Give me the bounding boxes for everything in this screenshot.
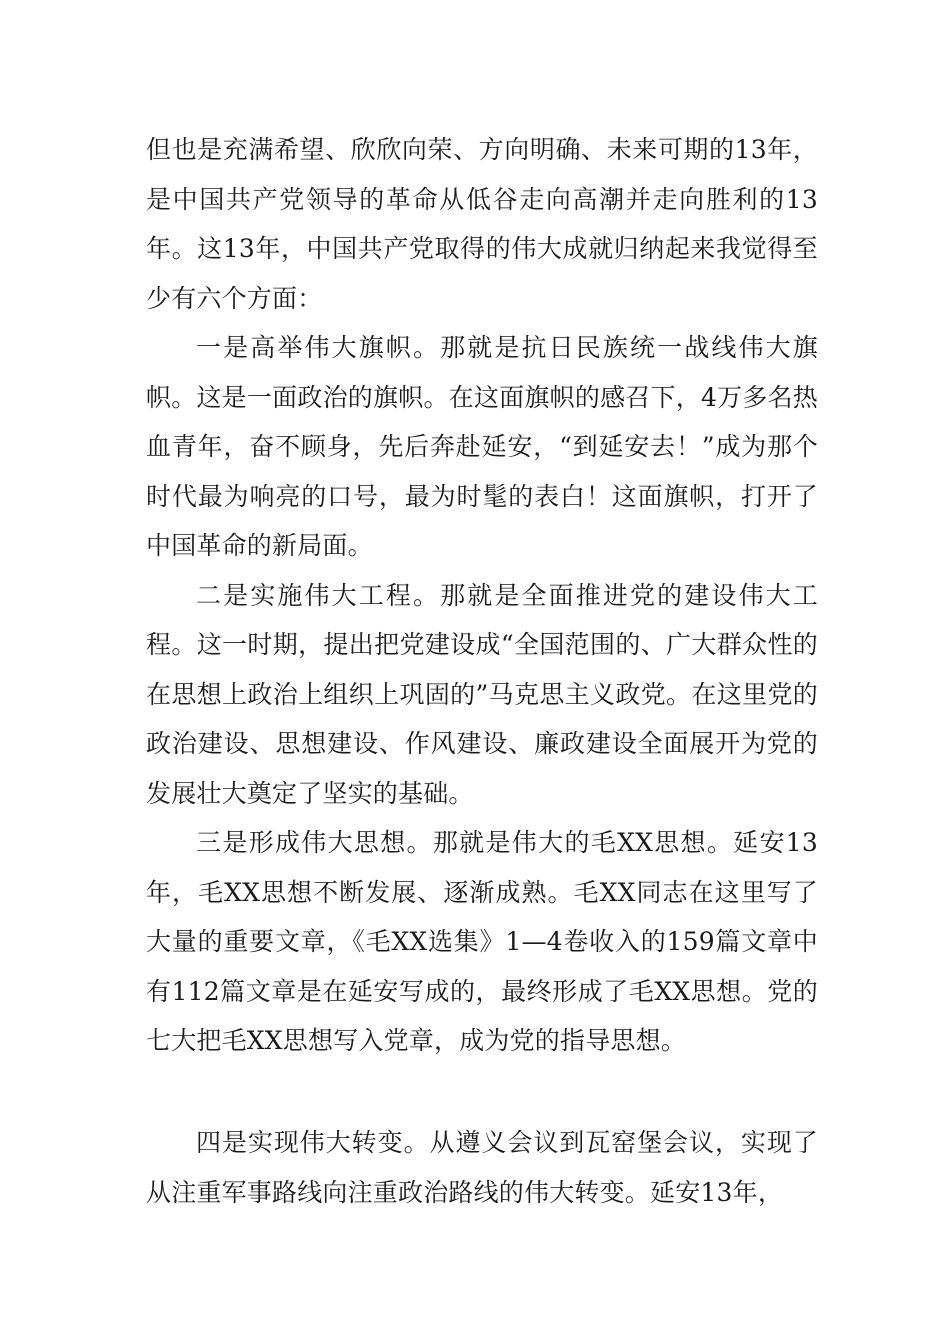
paragraph-point-three: 三是形成伟大思想。那就是伟大的毛XX思想。延安13年，毛XX思想不断发展、逐渐成熟。毛XX同志在这里写了大量的重要文章，《毛XX选集》1—4卷收入的159篇文章中有112篇文章是在延安写成的，最终形成了毛XX思想。党的七大把毛XX思想写入党章，成为党的指导思想。 — [146, 828, 818, 1055]
document-body — [146, 125, 818, 1066]
document-body-continued — [146, 1118, 818, 1217]
paragraph-intro: 但也是充满希望、欣欣向荣、方向明确、未来可期的13年，是中国共产党领导的革命从低谷走向高潮并走向胜利的13年。这13年，中国共产党取得的伟大成就归纳起来我觉得至少有六个方面： — [146, 135, 818, 313]
paragraph-point-two: 二是实施伟大工程。那就是全面推进党的建设伟大工程。这一时期，提出把党建设成“全国范围的、广大群众性的在思想上政治上组织上巩固的”马克思主义政党。在这里党的政治建设、思想建设、作风建设、廉政建设全面展开为党的发展壮大奠定了坚实的基础。 — [146, 580, 818, 808]
paragraph-point-four: 四是实现伟大转变。从遵义会议到瓦窑堡会议，实现了从注重军事路线向注重政治路线的伟大转变。延安13年， — [146, 1128, 818, 1207]
paragraph-point-one: 一是高举伟大旗帜。那就是抗日民族统一战线伟大旗帜。这是一面政治的旗帜。在这面旗帜的感召下，4万多名热血青年，奋不顾身，先后奔赴延安，“到延安去！”成为那个时代最为响亮的口号，最为时髦的表白！这面旗帜，打开了中国革命的新局面。 — [146, 333, 818, 560]
